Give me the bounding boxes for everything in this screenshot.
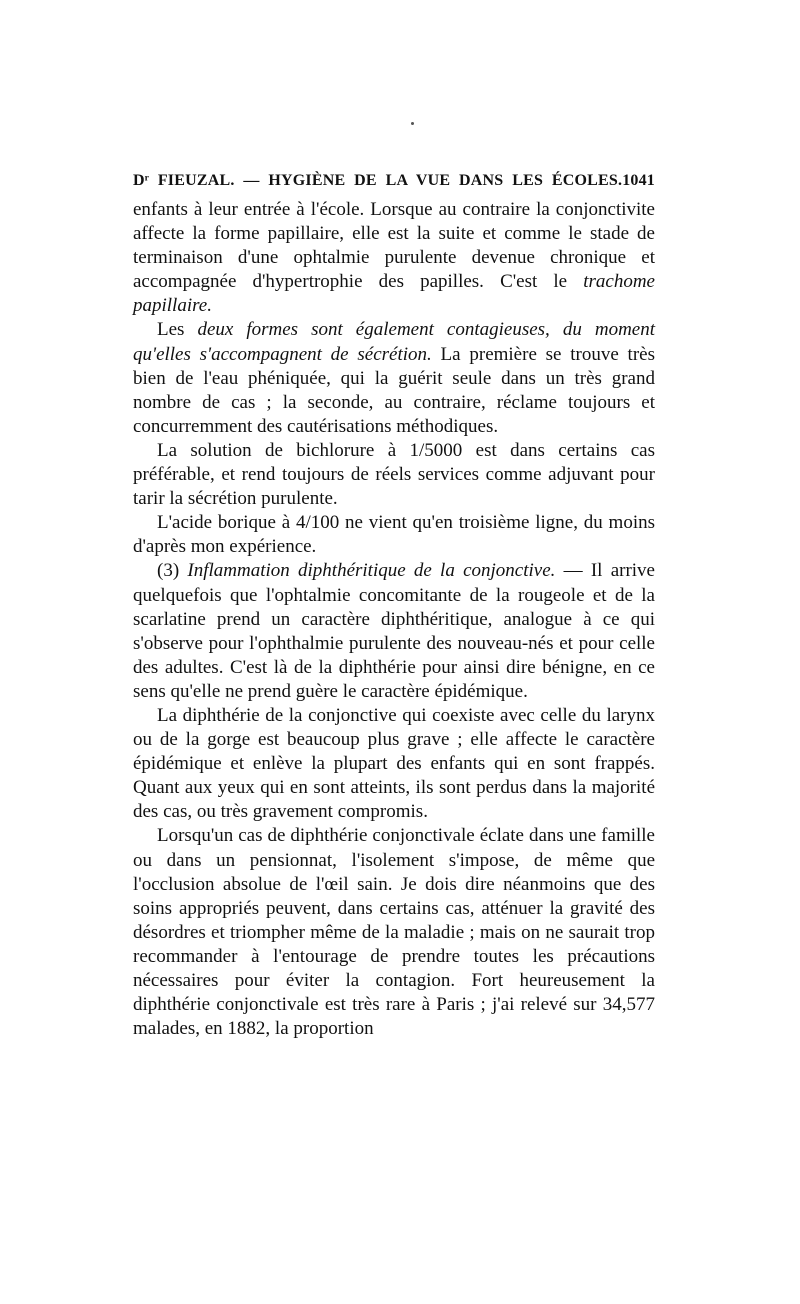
text-run: La première se trouve très bien de l'eau phéniquée, qui la guérit seule dans un très grand nombre de cas ; la seconde, au contraire, réclame toujours et concurremment des cautérisations méthodiques. [133,343,655,437]
italic-run: deux formes sont également contagieuses, du moment qu'elles s'accompagnent de sécrétion. [133,319,656,365]
page-number: 1041 [622,172,655,189]
paragraph [133,559,655,704]
italic-run: trachome papillaire. [133,271,655,317]
paragraph [133,198,655,318]
text-run: L'acide borique à 4/100 ne vient qu'en troisième ligne, du moins d'après mon expérience. [133,512,655,558]
italic-run: Inflammation diphthéritique de la conjonctive. [187,560,556,582]
body-text [133,198,655,1041]
text-run: enfants à leur entrée à l'école. Lorsque au contraire la conjonctivite affecte la forme papillaire, elle est la suite et comme le stade de terminaison d'une ophtalmie purulente devenue chronique et accompagnée d'hypertrophie des papilles. C'est le [133,199,655,293]
paragraph [133,704,655,824]
text-run: La solution de bichlorure à 1/5000 est dans certains cas préférable, et rend toujours de réels services comme adjuvant pour tarir la sécrétion purulente. [133,439,655,510]
paragraph [133,511,655,559]
text-run: Lorsqu'un cas de diphthérie conjonctivale éclate dans une famille ou dans un pensionnat, l'isolement s'impose, de même que l'occlusion absolue de l'œil sain. Je dois dire néanmoins que des soins appropriés peuvent, dans certains cas, atténuer la gravité des désordres et triompher même de la maladie ; mais on ne saurait trop recommander à l'entourage de prendre toutes les précautions nécessaires pour éviter la contagion. Fort heureusement la diphthérie conjonctivale est très rare à Paris ; j'ai relevé sur 34,577 malades, en 1882, la proportion [133,825,655,1040]
paragraph [133,439,655,511]
book-page [133,170,655,1041]
print-speck [411,122,414,125]
text-run: La diphthérie de la conjonctive qui coexiste avec celle du larynx ou de la gorge est beaucoup plus grave ; elle affecte le caractère épidémique et enlève la plupart des enfants qui en sont frappés. Quant aux yeux qui en sont atteints, ils sont perdus dans la majorité des cas, ou très gravement compromis. [133,704,655,823]
text-run: — Il arrive quelquefois que l'ophtalmie concomitante de la rougeole et de la scarlatine prend un caractère diphthéritique, analogue à ce qui s'observe pour l'ophthalmie purulente des nouveau-nés et pour celle des adultes. C'est là de la diphthérie pour ainsi dire bénigne, en ce sens qu'elle ne prend guère le caractère épidémique. [133,560,655,702]
paragraph [133,318,655,438]
paragraph [133,824,655,1041]
text-run: Les [157,319,198,341]
running-title: Dʳ FIEUZAL. — HYGIÈNE DE LA VUE DANS LES ÉCOLES. [133,172,623,189]
text-run: (3) [157,560,188,582]
running-head [133,170,655,194]
